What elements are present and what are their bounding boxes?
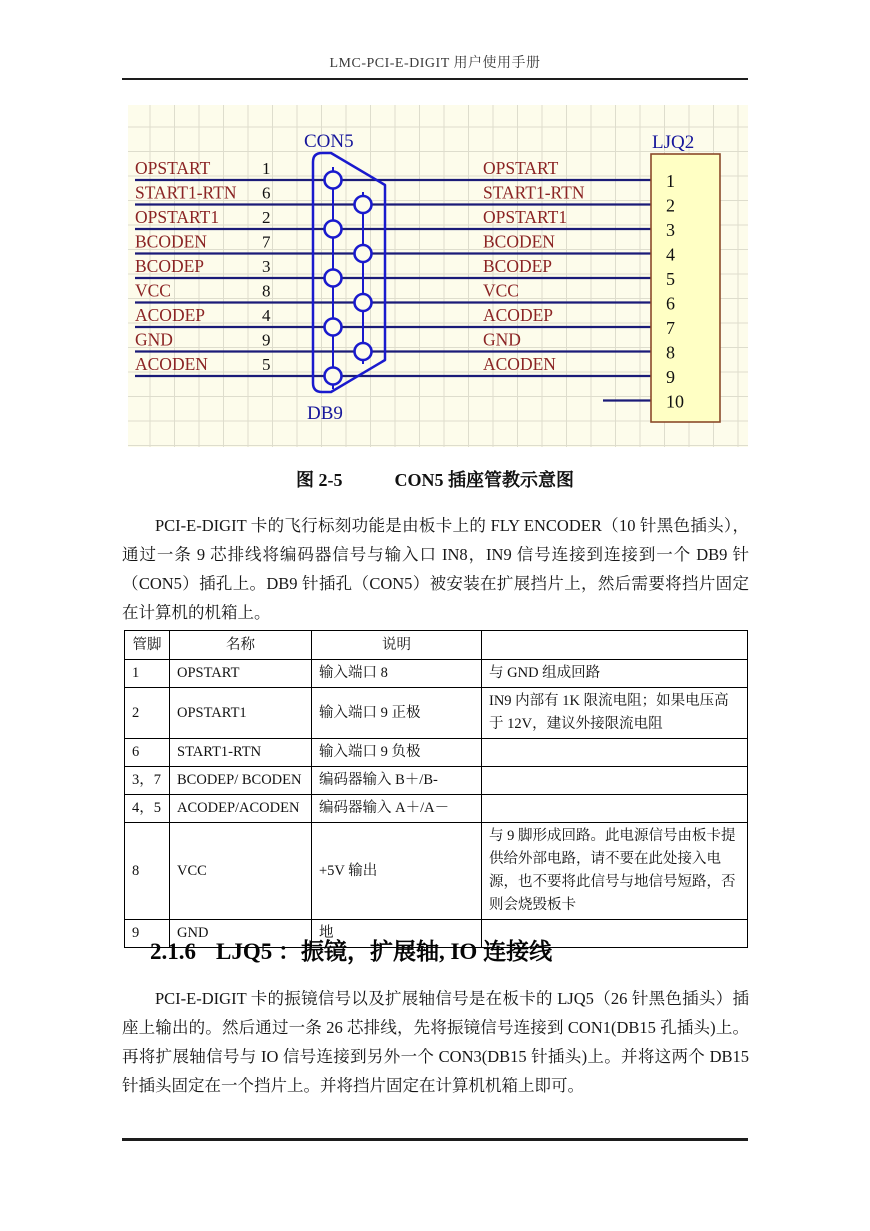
signal-label-right: ACODEN xyxy=(483,354,556,374)
signal-label-left: GND xyxy=(135,329,173,350)
table-header-cell: 说明 xyxy=(312,631,482,660)
table-cell: OPSTART1 xyxy=(170,688,312,739)
signal-label-left: BCODEN xyxy=(135,231,207,252)
table-cell: ACODEP/ACODEN xyxy=(170,795,312,823)
db9-pin-circle xyxy=(325,319,342,336)
db9-pin-number: 5 xyxy=(262,355,271,374)
section-number: 2.1.6 xyxy=(150,939,196,964)
con5-schematic-figure xyxy=(128,105,748,447)
pin-table-body xyxy=(125,660,748,948)
table-row xyxy=(125,823,748,920)
figure-caption xyxy=(122,466,748,492)
signal-label-right: GND xyxy=(483,329,521,350)
table-cell: 3，7 xyxy=(125,767,170,795)
db9-pin-number: 4 xyxy=(262,306,271,325)
db9-pin-circle xyxy=(355,343,372,360)
table-cell: +5V 输出 xyxy=(312,823,482,920)
signal-label-right: START1-RTN xyxy=(483,182,585,203)
table-cell: START1-RTN xyxy=(170,739,312,767)
db9-pin-number: 9 xyxy=(262,330,271,350)
table-cell: OPSTART xyxy=(170,660,312,688)
signal-label-left: OPSTART1 xyxy=(135,207,220,227)
table-cell: GND xyxy=(170,920,312,948)
table-cell: IN9 内部有 1K 限流电阻；如果电压高于 12V，建议外接限流电阻 xyxy=(482,688,748,739)
ljq2-pin-number: 8 xyxy=(666,342,675,363)
signal-label-left: ACODEP xyxy=(135,305,206,325)
signal-label-right: ACODEP xyxy=(483,305,554,325)
table-row xyxy=(125,767,748,795)
signal-label-left: VCC xyxy=(135,280,171,301)
table-cell xyxy=(482,795,748,823)
table-cell: 8 xyxy=(125,823,170,920)
figure-number: 图 2-5 xyxy=(296,470,343,490)
table-cell: 编码器输入 B＋/B- xyxy=(312,767,482,795)
signal-label-left: START1-RTN xyxy=(135,182,237,203)
table-cell: 与 9 脚形成回路。此电源信号由板卡提供给外部电路，请不要在此处接入电源，也不要将此信号与地信号短路，否则会烧毁板卡 xyxy=(482,823,748,920)
db9-pin-circle xyxy=(325,368,342,385)
table-header-cell: 管脚 xyxy=(125,631,170,660)
table-cell: 6 xyxy=(125,739,170,767)
page-header-title: LMC-PCI-E-DIGIT 用户使用手册 xyxy=(329,56,541,71)
table-header-cell xyxy=(482,631,748,660)
table-cell: 编码器输入 A＋/A－ xyxy=(312,795,482,823)
ljq2-pin-number: 6 xyxy=(666,293,675,314)
table-row xyxy=(125,660,748,688)
con5-label: CON5 xyxy=(304,131,354,152)
db9-pin-circle xyxy=(325,270,342,287)
table-cell: 1 xyxy=(125,660,170,688)
pin-table xyxy=(124,630,748,948)
signal-label-left: ACODEN xyxy=(135,354,208,374)
table-cell: VCC xyxy=(170,823,312,920)
table-cell: BCODEP/ BCODEN xyxy=(170,767,312,795)
db9-pin-circle xyxy=(355,294,372,311)
table-cell: 4，5 xyxy=(125,795,170,823)
con5-schematic xyxy=(128,105,748,447)
db9-pin-number: 1 xyxy=(262,159,271,178)
signal-label-right: OPSTART1 xyxy=(483,207,568,227)
db9-pin-circle xyxy=(325,221,342,238)
table-cell: 2 xyxy=(125,688,170,739)
db9-pin-number: 8 xyxy=(262,281,271,301)
section-title: LJQ5 ：振镜，扩展轴, IO 连接线 xyxy=(216,939,553,964)
table-cell: 与 GND 组成回路 xyxy=(482,660,748,688)
intro-paragraph: PCI-E-DIGIT 卡的飞行标刻功能是由板卡上的 FLY ENCODER（10 针黑色插头），通过一条 9 芯排线将编码器信号与输入口 IN8，IN9 信号连接到连接到一个 DB9 针（CON5）插孔上。DB9 针插孔（CON5）被安装在扩展挡片上，然后需要将挡片固定在计算机的机箱上。 xyxy=(122,516,749,622)
db9-pin-number: 2 xyxy=(262,208,271,227)
signal-label-right: BCODEN xyxy=(483,231,555,252)
table-cell: 输入端口 9 正极 xyxy=(312,688,482,739)
table-cell: 9 xyxy=(125,920,170,948)
ljq2-pin-number: 4 xyxy=(666,244,675,265)
ljq2-pin-number: 10 xyxy=(666,391,684,412)
ljq2-pin-number: 1 xyxy=(666,171,675,191)
db9-pin-circle xyxy=(355,245,372,262)
signal-label-right: OPSTART xyxy=(483,158,559,178)
ljq2-pin-number: 2 xyxy=(666,195,675,216)
ljq2-pin-number: 5 xyxy=(666,269,675,289)
figure-title: CON5 插座管教示意图 xyxy=(394,470,574,490)
table-cell xyxy=(482,739,748,767)
table-cell: 地 xyxy=(312,920,482,948)
signal-label-left: OPSTART xyxy=(135,158,211,178)
db9-pin-number: 7 xyxy=(262,232,271,252)
table-row xyxy=(125,795,748,823)
signal-label-right: VCC xyxy=(483,280,519,301)
signal-label-right: BCODEP xyxy=(483,256,553,276)
table-cell: 输入端口 8 xyxy=(312,660,482,688)
signal-label-left: BCODEP xyxy=(135,256,205,276)
footer-rule xyxy=(122,1138,748,1141)
ljq2-connector-box xyxy=(651,154,720,422)
db9-label: DB9 xyxy=(307,403,343,424)
ljq2-pin-number: 7 xyxy=(666,318,675,338)
section-heading xyxy=(150,933,552,966)
ljq2-pin-number: 3 xyxy=(666,220,675,240)
ljq5-paragraph: PCI-E-DIGIT 卡的振镜信号以及扩展轴信号是在板卡的 LJQ5（26 针黑色插头）插座上输出的。然后通过一条 26 芯排线，先将振镜信号连接到 CON1(DB15 孔插头)上。再将扩展轴信号与 IO 信号连接到另外一个 CON3(DB15 针插头)上。并将这两个 DB15 针插头固定在一个挡片上。并将挡片固定在计算机机箱上即可。 xyxy=(122,989,749,1095)
table-row xyxy=(125,688,748,739)
db9-pin-number: 6 xyxy=(262,183,271,203)
db9-pin-circle xyxy=(325,172,342,189)
db9-pin-circle xyxy=(355,196,372,213)
ljq2-pin-number: 9 xyxy=(666,367,675,387)
pin-table-header-row xyxy=(125,631,748,660)
db9-pin-number: 3 xyxy=(262,257,271,276)
db9-connector-outline xyxy=(313,153,385,392)
table-row xyxy=(125,739,748,767)
ljq2-label: LJQ2 xyxy=(652,132,695,153)
header-rule xyxy=(122,78,748,80)
table-header-cell: 名称 xyxy=(170,631,312,660)
table-cell xyxy=(482,767,748,795)
table-cell: 输入端口 9 负极 xyxy=(312,739,482,767)
